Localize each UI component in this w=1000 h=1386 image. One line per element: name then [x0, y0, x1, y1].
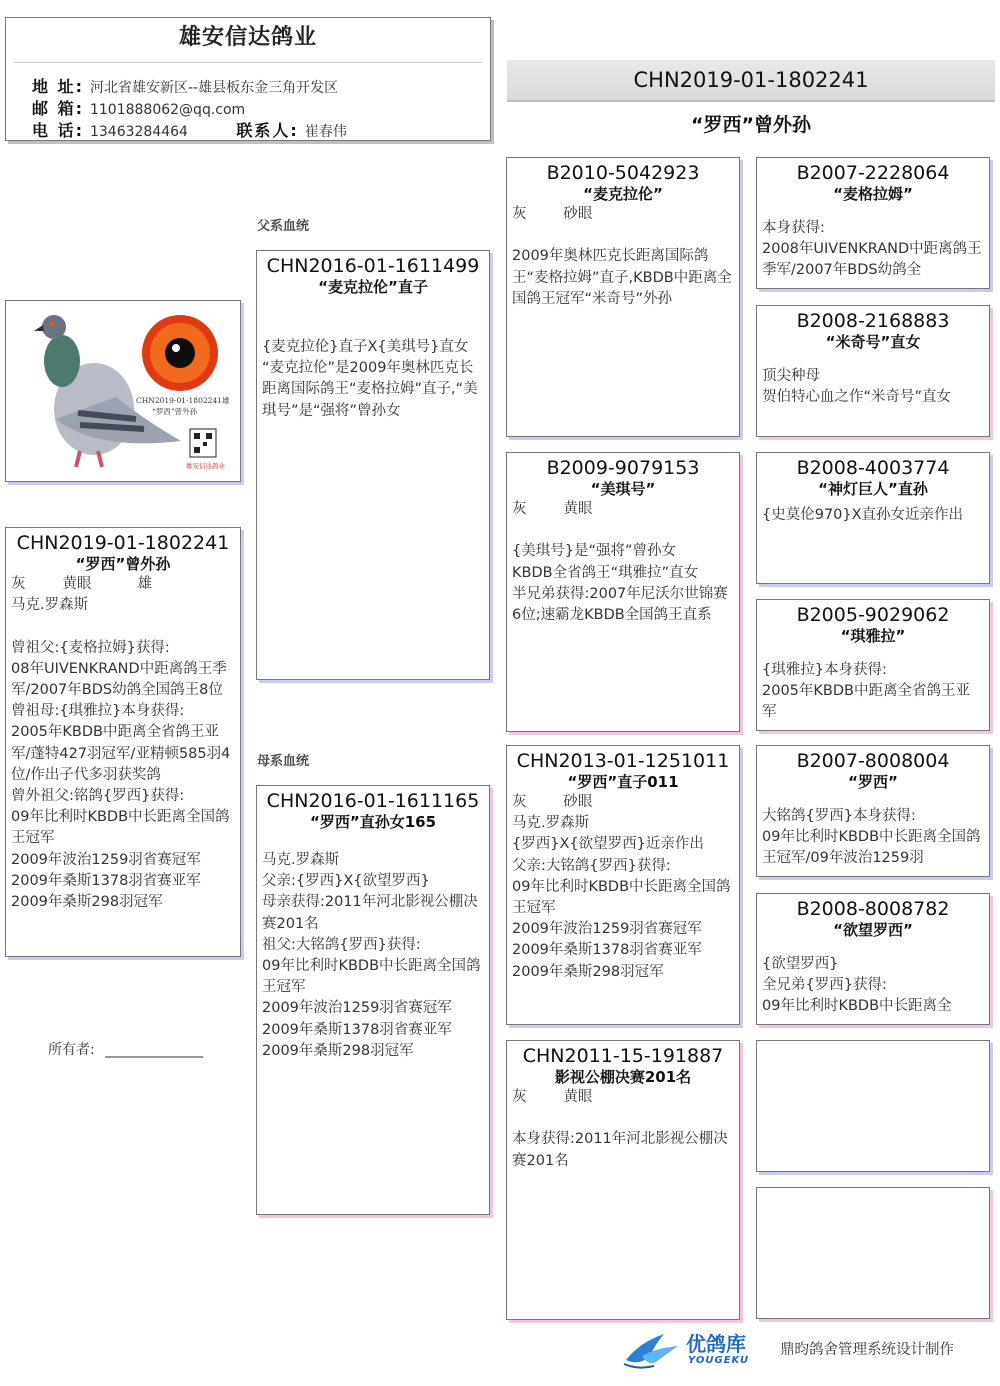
ggp-mfm-card — [756, 893, 990, 1025]
mm-ring: CHN2011-15-191887 — [522, 1045, 724, 1067]
pigeon-illustration — [6, 301, 240, 481]
mff-name: “罗西” — [848, 773, 898, 791]
father-line-label: 父系血统 — [257, 219, 310, 234]
fff-info: 本身获得: 2008年UIVENKRAND中距离鸽王季军/2007年BDS幼鸽全 — [762, 220, 982, 279]
footer-brand-en: YOUGEKU — [688, 1355, 750, 1366]
mother-ring: CHN2016-01-1611165 — [266, 790, 480, 812]
address-value: 河北省雄安新区--雄县板东金三角开发区 — [89, 80, 339, 96]
footer-maker: 鼎昀鸽舍管理系统设计制作 — [780, 1342, 954, 1358]
mff-ring: B2007-8008004 — [796, 750, 950, 772]
phone-value: 13463284464 — [89, 124, 188, 140]
contact-label: 联系人: — [236, 121, 299, 140]
photo-caption-name: “罗西”曾外孙 — [152, 407, 198, 416]
fff-ring: B2007-2228064 — [796, 162, 950, 184]
photo-caption-ring: CHN2019-01-1802241雄 — [136, 396, 230, 405]
mm-info: 灰 黄眼 本身获得:2011年河北影视公棚决赛201名 — [512, 1089, 728, 1169]
phone-row — [32, 118, 347, 141]
email-value: 1101888062@qq.com — [89, 102, 246, 118]
subject-ring: CHN2019-01-1802241 — [16, 532, 230, 554]
father-info: {麦克拉伦}直子X{美琪号}直女 “麦克拉伦”是2009年奥林匹克长距离国际鸽王“麦格拉姆”直子,“美琪号”是“强将”曾孙女 — [262, 339, 478, 419]
fmf-ring: B2008-4003774 — [796, 457, 950, 479]
paternal-grandmother-card — [506, 452, 740, 732]
ggp-mmf-card — [756, 1040, 990, 1172]
company-name: 雄安信达鸽业 — [178, 25, 317, 50]
email-row — [32, 96, 245, 119]
mm-name: 影视公棚决赛201名 — [554, 1068, 692, 1086]
top-banner — [507, 60, 995, 102]
paternal-grandfather-card — [506, 157, 740, 437]
mfm-name: “欲望罗西” — [833, 921, 913, 939]
fff-name: “麦格拉姆” — [833, 185, 913, 203]
father-ring: CHN2016-01-1611499 — [266, 255, 480, 277]
subject-name: “罗西”曾外孙 — [75, 555, 171, 573]
mother-info: 马克.罗森斯 父亲:{罗西}X{欲望罗西} 母亲获得:2011年河北影视公棚决赛201名 祖父:大铭鸽{罗西}获得: 09年比利时KBDB中长距离全国鸽王冠军 2009年波治1259羽省赛冠军 2009年桑斯1378羽省赛亚军 2009年桑斯298羽冠军 — [262, 852, 481, 1059]
maternal-grandmother-card — [506, 1040, 740, 1320]
mother-line-label: 母系血统 — [257, 754, 310, 769]
mfm-info: {欲望罗西} 全兄弟{罗西}获得: 09年比利时KBDB中长距离全 — [762, 956, 952, 1015]
fmm-ring: B2005-9029062 — [796, 604, 950, 626]
fmf-name: “神灯巨人”直孙 — [818, 480, 928, 498]
footer-brand-cn: 优鸽库 — [686, 1332, 746, 1356]
ff-ring: B2010-5042923 — [546, 162, 700, 184]
contact-value: 崔春伟 — [304, 124, 347, 140]
fmf-info: {史莫伦970}X直孙女近亲作出 — [762, 507, 964, 523]
footer-logo — [620, 1326, 770, 1372]
ggp-ffm-card — [756, 305, 990, 437]
ff-name: “麦克拉伦” — [583, 185, 663, 203]
fm-info: 灰 黄眼 {美琪号}是“强将”曾孙女 KBDB全省鸽王“琪雅拉”直女 半兄弟获得:2007年尼沃尔世锦赛6位;速霸龙KBDB全国鸽王直系 — [512, 501, 728, 624]
father-name: “麦克拉伦”直子 — [318, 278, 428, 296]
header-divider — [14, 62, 482, 63]
subject-card — [5, 527, 241, 957]
address-label: 地 址: — [32, 77, 84, 96]
fmm-info: {琪雅拉}本身获得: 2005年KBDB中距离全省鸽王亚军 — [762, 662, 970, 721]
owner-value: ______________ — [105, 1042, 204, 1058]
maternal-grandfather-card — [506, 745, 740, 1025]
address-row — [32, 74, 338, 97]
banner-subtitle: “罗西”曾外孙 — [691, 114, 811, 136]
mff-info: 大铭鸽{罗西}本身获得: 09年比利时KBDB中长距离全国鸽王冠军/09年波治1259羽 — [762, 808, 981, 867]
mother-card — [256, 785, 490, 1215]
email-label: 邮 箱: — [32, 99, 84, 118]
fmm-name: “琪雅拉” — [840, 627, 906, 645]
phone-label: 电 话: — [32, 121, 84, 140]
owner-label: 所有者: — [48, 1042, 95, 1058]
ggp-fmm-card — [756, 599, 990, 731]
ffm-ring: B2008-2168883 — [796, 310, 950, 332]
dove-logo-icon — [620, 1326, 682, 1370]
mf-info: 灰 砂眼 马克.罗森斯 {罗西}X{欲望罗西}近亲作出 父亲:大铭鸽{罗西}获得: 09年比利时KBDB中长距离全国鸽王冠军 2009年波治1259羽省赛冠军 2009年桑斯1378羽省赛亚军 2009年桑斯298羽冠军 — [512, 794, 731, 980]
ggp-fmf-card — [756, 452, 990, 584]
mother-name: “罗西”直孙女165 — [309, 813, 437, 831]
mf-ring: CHN2013-01-1251011 — [516, 750, 730, 772]
father-card — [256, 250, 490, 680]
ggp-mff-card — [756, 745, 990, 877]
ff-info: 灰 砂眼 2009年奥林匹克长距离国际鸽王“麦格拉姆”直子,KBDB中距离全国鸽王冠军“米奇号”外孙 — [512, 206, 732, 307]
ggp-fff-card — [756, 157, 990, 289]
owner-row — [48, 1039, 203, 1059]
photo-brand: 雄安信达鸽业 — [186, 462, 225, 470]
ffm-info: 顶尖种母 贺伯特心血之作“米奇号”直女 — [762, 368, 952, 406]
pigeon-photo — [5, 300, 241, 482]
subject-info: 灰 黄眼 雄 马克.罗森斯 曾祖父:{麦格拉姆}获得: 08年UIVENKRAND中距离鸽王季军/2007年BDS幼鸽全国鸽王8位 曾祖母:{琪雅拉}本身获得: 2005年KBDB中距离全省鸽王亚军/蓬特427羽冠军/亚精顿585羽4位/作出子代多羽获奖鸽 曾外祖父:铭鸽{罗西}获得: 09年比利时KBDB中长距离全国鸽王冠军 2009年波治1259羽省赛冠军 2009年桑斯1378羽省赛亚军 2009年桑斯298羽冠军 — [11, 576, 231, 911]
mf-name: “罗西”直子011 — [567, 773, 679, 791]
ggp-mmm-card — [756, 1187, 990, 1319]
company-header — [5, 17, 491, 141]
mfm-ring: B2008-8008782 — [796, 898, 950, 920]
banner-ring: CHN2019-01-1802241 — [633, 68, 869, 92]
fm-name: “美琪号” — [590, 480, 656, 498]
fm-ring: B2009-9079153 — [546, 457, 700, 479]
ffm-name: “米奇号”直女 — [825, 333, 921, 351]
